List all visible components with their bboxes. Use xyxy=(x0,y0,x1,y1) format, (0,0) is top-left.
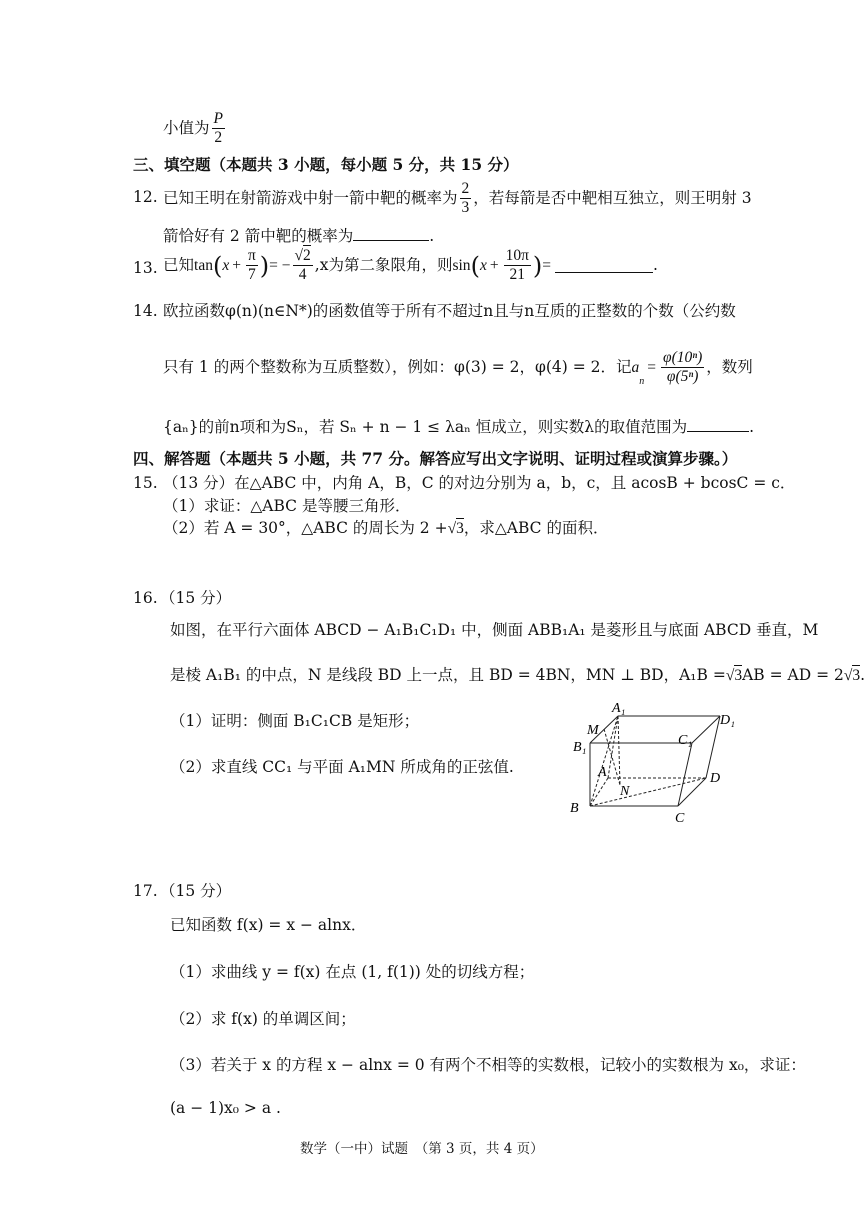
q12-fraction xyxy=(460,181,472,217)
sqrt-arg: 3 xyxy=(456,520,464,537)
prev-answer-text: 小值为 xyxy=(163,118,210,137)
frac-den: 4 xyxy=(298,266,307,284)
label-D1: D₁ xyxy=(720,713,735,728)
q17-part-1: （1）求曲线 y = f(x) 在点 (1, f(1)) 处的切线方程； xyxy=(170,963,535,981)
frac-num: 10π xyxy=(504,248,531,266)
q16-line-2 xyxy=(170,668,865,684)
label-C: C xyxy=(675,811,685,826)
q13-x-2: x xyxy=(479,257,487,275)
label-M: M xyxy=(587,723,599,738)
q12-line-1 xyxy=(163,181,752,217)
q14-number: 14. xyxy=(133,302,158,320)
q16-line-1: 如图，在平行六面体 ABCD − A₁B₁C₁D₁ 中，侧面 ABB₁A₁ 是菱形且与底面 ABCD 垂直，M xyxy=(170,621,819,639)
frac-den: 3 xyxy=(461,199,470,217)
label-D: D xyxy=(710,771,721,786)
q16-text-b: AB = AD = 2 xyxy=(742,666,844,684)
q16-sqrt3-b: √3 xyxy=(843,667,861,684)
q13-rparen-1: ) xyxy=(259,251,270,280)
q15-part-2 xyxy=(163,521,608,537)
q15-part-1: （1）求证：△ABC 是等腰三角形． xyxy=(163,497,411,515)
label-B: B xyxy=(570,801,579,816)
q15-text-a: （2）若 A = 30°，△ABC 的周长为 2 + xyxy=(163,519,448,537)
q14-line-1: 欧拉函数φ(n)(n∈N*)的函数值等于所有不超过n且与n互质的正整数的个数（公约数 xyxy=(163,302,736,320)
q14-eq: = xyxy=(647,359,656,377)
sqrt-arg: 2 xyxy=(303,247,311,264)
frac-den: φ(5ⁿ) xyxy=(666,368,699,386)
q15-number: 15. xyxy=(133,474,158,492)
prev-answer-tail xyxy=(163,111,227,147)
q16-text-c: . xyxy=(860,666,866,684)
q16-number: 16. xyxy=(133,589,158,607)
q16-text-a: 是棱 A₁B₁ 的中点，N 是线段 BD 上一点，且 BD = 4BN，MN ⊥ BD，A₁B = xyxy=(170,666,726,684)
q16-part-1: （1）证明：侧面 B₁C₁CB 是矩形； xyxy=(170,712,420,730)
section-3-title: 三、填空题（本题共 3 小题，每小题 5 分，共 15 分） xyxy=(133,155,519,174)
label-N: N xyxy=(620,784,630,799)
q15-sqrt3: √3 xyxy=(447,520,464,537)
page-footer: 数学（一中）试题 （第 3 页，共 4 页） xyxy=(300,1141,544,1157)
q15-line-1: （13 分）在△ABC 中，内角 A，B，C 的对边分别为 a，b，c，且 acosB + bcosC = c． xyxy=(163,474,796,492)
section-4-title: 四、解答题（本题共 5 小题，共 77 分。解答应写出文字说明、证明过程或演算步骤。） xyxy=(133,449,738,468)
q14-line-3 xyxy=(163,417,754,436)
q12-text-a: 已知王明在射箭游戏中射一箭中靶的概率为 xyxy=(163,189,458,208)
label-A: A xyxy=(598,765,607,780)
label-B1: B₁ xyxy=(573,740,587,755)
q17-part-3-cont: (a − 1)x₀ > a . xyxy=(170,1099,281,1117)
q14-line-2 xyxy=(163,350,753,387)
q13-line xyxy=(163,248,658,284)
q13-text-a: 已知 xyxy=(163,256,195,275)
q13-plus: + xyxy=(232,257,241,275)
frac-num: 2 xyxy=(460,181,472,199)
q12-text-c: 箭恰好有 2 箭中靶的概率为 xyxy=(163,227,354,245)
q13-lparen-1: ( xyxy=(212,251,223,280)
frac-den: 21 xyxy=(509,266,525,284)
q13-answer-blank[interactable] xyxy=(555,258,653,273)
q17-part-2: （2）求 f(x) 的单调区间； xyxy=(170,1010,356,1028)
sqrt-arg: 3 xyxy=(852,667,861,684)
q12-text-b: ，若每箭是否中靶相互独立，则王明射 3 xyxy=(473,189,752,208)
q14-text-c: {aₙ}的前n项和为Sₙ，若 Sₙ + n − 1 ≤ λaₙ 恒成立，则实数λ的取值范围为 xyxy=(163,418,688,436)
q12-answer-blank[interactable] xyxy=(353,226,429,241)
parallelepiped-figure xyxy=(560,698,750,828)
frac-num: π xyxy=(246,248,258,266)
q14-an: a xyxy=(631,359,640,377)
q14-end: . xyxy=(749,418,755,436)
q13-equals: = − xyxy=(269,257,291,275)
label-A1: A₁ xyxy=(612,701,626,716)
q13-end: . xyxy=(653,256,658,275)
q13-10pi-over-21 xyxy=(504,248,531,284)
q12-line-2 xyxy=(163,226,434,245)
q13-sqrt2-over-4 xyxy=(293,248,313,284)
q13-lparen-2: ( xyxy=(470,251,480,280)
frac-den: 7 xyxy=(248,266,256,284)
q17-number: 17. xyxy=(133,882,158,900)
label-C1: C₁ xyxy=(678,733,693,748)
frac-num: φ(10ⁿ) xyxy=(661,350,704,368)
q14-text-b: ，数列 xyxy=(706,358,753,377)
q14-text-a: 只有 1 的两个整数称为互质整数），例如：φ(3) = 2，φ(4) = 2．记 xyxy=(163,358,632,377)
q14-an-sub: n xyxy=(639,375,645,387)
q13-rparen-2: ) xyxy=(532,251,543,280)
q13-sin: sin xyxy=(452,257,471,275)
q16-sqrt3-a: √3 xyxy=(725,667,743,684)
q17-part-3: （3）若关于 x 的方程 x − alnx = 0 有两个不相等的实数根，记较小的实数根为 x₀，求证： xyxy=(170,1056,806,1074)
q13-plus-2: + xyxy=(489,257,499,275)
q16-score: （15 分） xyxy=(160,589,232,607)
q13-text-b: ,x为第二象限角，则 xyxy=(314,256,453,275)
q13-pi-over-7 xyxy=(246,248,258,284)
q12-end: . xyxy=(429,227,435,245)
q13-x: x xyxy=(222,257,230,275)
q16-part-2: （2）求直线 CC₁ 与平面 A₁MN 所成角的正弦值. xyxy=(170,758,514,776)
q13-tan: tan xyxy=(194,257,213,275)
frac-num: √2 xyxy=(293,248,313,266)
q17-line-1: 已知函数 f(x) = x − alnx． xyxy=(170,916,367,934)
q13-number: 13. xyxy=(133,259,158,277)
frac-den: 2 xyxy=(214,129,223,147)
q14-fraction xyxy=(661,350,704,386)
fraction-p-over-2 xyxy=(212,111,225,147)
q13-equals-2: = xyxy=(542,257,552,275)
frac-num: P xyxy=(212,111,225,129)
sqrt-arg: 3 xyxy=(734,667,743,684)
q14-answer-blank[interactable] xyxy=(687,417,749,432)
q15-text-b: ，求△ABC 的面积． xyxy=(463,519,609,537)
q17-score: （15 分） xyxy=(160,882,232,900)
q12-number: 12. xyxy=(133,188,158,206)
